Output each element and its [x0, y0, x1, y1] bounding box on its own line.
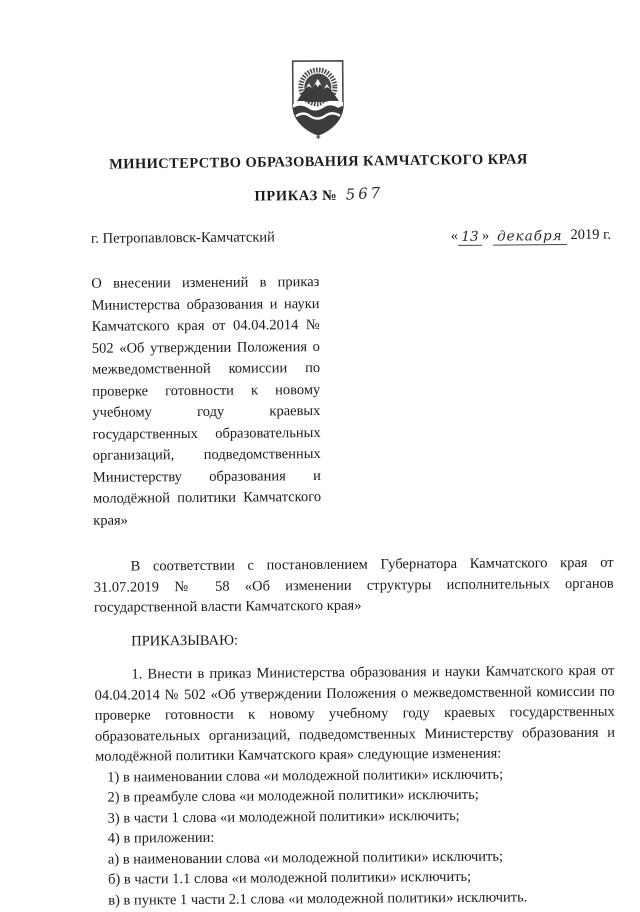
date-day-handwritten: 13	[458, 229, 482, 246]
order-number-handwritten: 567	[344, 183, 384, 204]
date-line	[451, 227, 611, 245]
city-label: г. Петропавловск-Камчатский	[90, 229, 275, 247]
list-item: 4) в приложении:	[107, 829, 215, 847]
ministry-title: МИНИСТЕРСТВО ОБРАЗОВАНИЯ КАМЧАТСКОГО КРАЯ	[109, 151, 528, 173]
list-item: а) в наименовании слова «и молодежной политики» исключить;	[107, 848, 504, 868]
list-item: б) в части 1.1 слова «и молодежной политики» исключить;	[107, 868, 472, 888]
kamchatka-coat-of-arms	[0, 0, 638, 143]
order-title	[0, 183, 639, 207]
coat-of-arms-icon	[287, 58, 350, 140]
date-open-quote: «	[450, 227, 459, 244]
list-item: 3) в части 1 слова «и молодежной политики» исключить;	[107, 807, 460, 827]
list-item: в) в пункте 1 части 2.1 слова «и молодежной политики» исключить.	[108, 888, 528, 909]
list-item: 1) в наименовании слова «и молодежной политики» исключить;	[107, 766, 504, 786]
city-date-row	[91, 227, 611, 248]
decree-word: ПРИКАЗЫВАЮ:	[131, 632, 239, 649]
order-subject-paragraph: О внесении изменений в приказ Министерства образования и науки Камчатского края от 04.04.2014 № 502 «Об утверждении Положения о межведомственной комиссии по проверке готовности к новому учебному году краевых государственных образовательных организаций, подведомственных Министерству образования и молодёжной политики Камчатского края»	[91, 274, 322, 529]
list-item: 2) в преамбуле слова «и молодежной политики» исключить;	[107, 786, 479, 806]
date-close-quote: »	[481, 227, 490, 244]
date-month-handwritten: декабря	[493, 228, 567, 246]
item-1-paragraph: 1. Внести в приказ Министерства образования и науки Камчатского края от 04.04.2014 № 502 «Об утверждении Положения о межведомственной комиссии по проверке готовности к новому учебному году краевых государственных образовательных организаций, подведомственных Министерству образования и молодёжной политики Камчатского края» следующие изменения:	[94, 662, 615, 765]
amendments-list	[107, 763, 616, 910]
order-label: ПРИКАЗ №	[254, 187, 338, 205]
preamble-paragraph: В соответствии с постановлением Губернатора Камчатского края от 31.07.2019 № 58 «Об изменении структуры исполнительных органов государственной власти Камчатского края»	[93, 554, 614, 616]
date-year: 2019 г.	[570, 226, 612, 244]
